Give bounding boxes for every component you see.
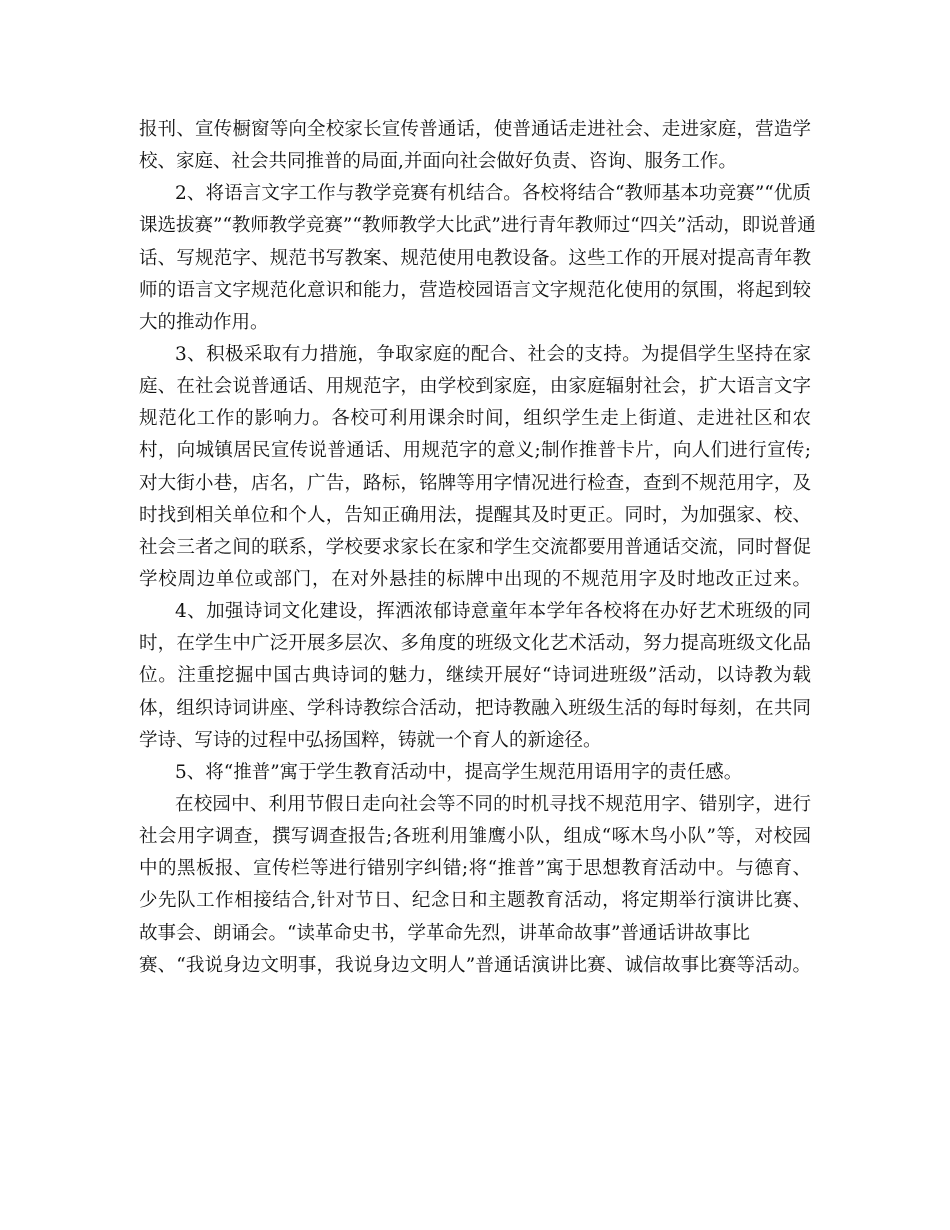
text-line: 村，向城镇居民宣传说普通话、用规范字的意义;制作推普卡片，向人们进行宣传; [139, 440, 811, 462]
text-line: 对大街小巷，店名，广告，路标，铭牌等用字情况进行检查，查到不规范用字，及 [139, 472, 811, 494]
text-line: 社会用字调查，撰写调查报告;各班利用雏鹰小队，组成“啄木鸟小队”等，对校园 [139, 826, 811, 848]
document-body [139, 114, 816, 982]
text-line: 社会三者之间的联系，学校要求家长在家和学生交流都要用普通话交流，同时督促 [139, 536, 811, 558]
text-line: 时找到相关单位和个人，告知正确用法，提醒其及时更正。同时，为加强家、校、 [139, 504, 811, 526]
text-line: 学校周边单位或部门，在对外悬挂的标牌中出现的不规范用字及时地改正过来。 [139, 568, 811, 590]
text-line: 中的黑板报、宣传栏等进行错别字纠错;将“推普”寓于思想教育活动中。与德育、 [139, 858, 811, 880]
text-line: 规范化工作的影响力。各校可利用课余时间，组织学生走上街道、走进社区和农 [139, 408, 811, 430]
text-line: 故事会、朗诵会。“读革命史书，学革命先烈，讲革命故事”普通话讲故事比 [139, 922, 750, 944]
text-line: 赛、“我说身边文明事，我说身边文明人”普通话演讲比赛、诚信故事比赛等活动。 [139, 954, 811, 976]
paragraph-first-line: 3、积极采取有力措施，争取家庭的配合、社会的支持。为提倡学生坚持在家 [175, 343, 811, 365]
text-line: 学诗、写诗的过程中弘扬国粹，铸就一个育人的新途径。 [139, 729, 602, 751]
paragraph-first-line: 4、加强诗词文化建设，挥洒浓郁诗意童年本学年各校将在办好艺术班级的同 [175, 601, 811, 623]
text-line: 话、写规范字、规范书写教案、规范使用电教设备。这些工作的开展对提高青年教 [139, 247, 811, 269]
text-line: 校、家庭、社会共同推普的局面,并面向社会做好负责、咨询、服务工作。 [139, 151, 737, 173]
text-line: 少先队工作相接结合,针对节日、纪念日和主题教育活动，将定期举行演讲比赛、 [139, 890, 811, 912]
text-line: 庭、在社会说普通话、用规范字，由学校到家庭，由家庭辐射社会，扩大语言文字 [139, 376, 811, 398]
text-line: 时，在学生中广泛开展多层次、多角度的班级文化艺术活动，努力提高班级文化品 [139, 633, 811, 655]
text-line: 课选拔赛”“教师教学竞赛”“教师教学大比武”进行青年教师过“四关”活动，即说普通 [139, 215, 816, 237]
text-line: 大的推动作用。 [139, 311, 269, 333]
paragraph-first-line: 2、将语言文字工作与教学竞赛有机结合。各校将结合“教师基本功竞赛”“优质 [175, 183, 811, 205]
text-line: 位。注重挖掘中国古典诗词的魅力，继续开展好“诗词进班级”活动，以诗教为载 [139, 665, 811, 687]
text-line: 报刊、宣传橱窗等向全校家长宣传普通话，使普通话走进社会、走进家庭，营造学 [139, 119, 811, 140]
paragraph-first-line: 在校园中、利用节假日走向社会等不同的时机寻找不规范用字、错别字，进行 [175, 793, 811, 815]
text-line: 体，组织诗词讲座、学科诗教综合活动，把诗教融入班级生活的每时每刻，在共同 [139, 697, 811, 719]
paragraph-first-line: 5、将“推普”寓于学生教育活动中，提高学生规范用语用字的责任感。 [175, 761, 743, 783]
text-line: 师的语言文字规范化意识和能力，营造校园语言文字规范化使用的氛围，将起到较 [139, 279, 811, 301]
